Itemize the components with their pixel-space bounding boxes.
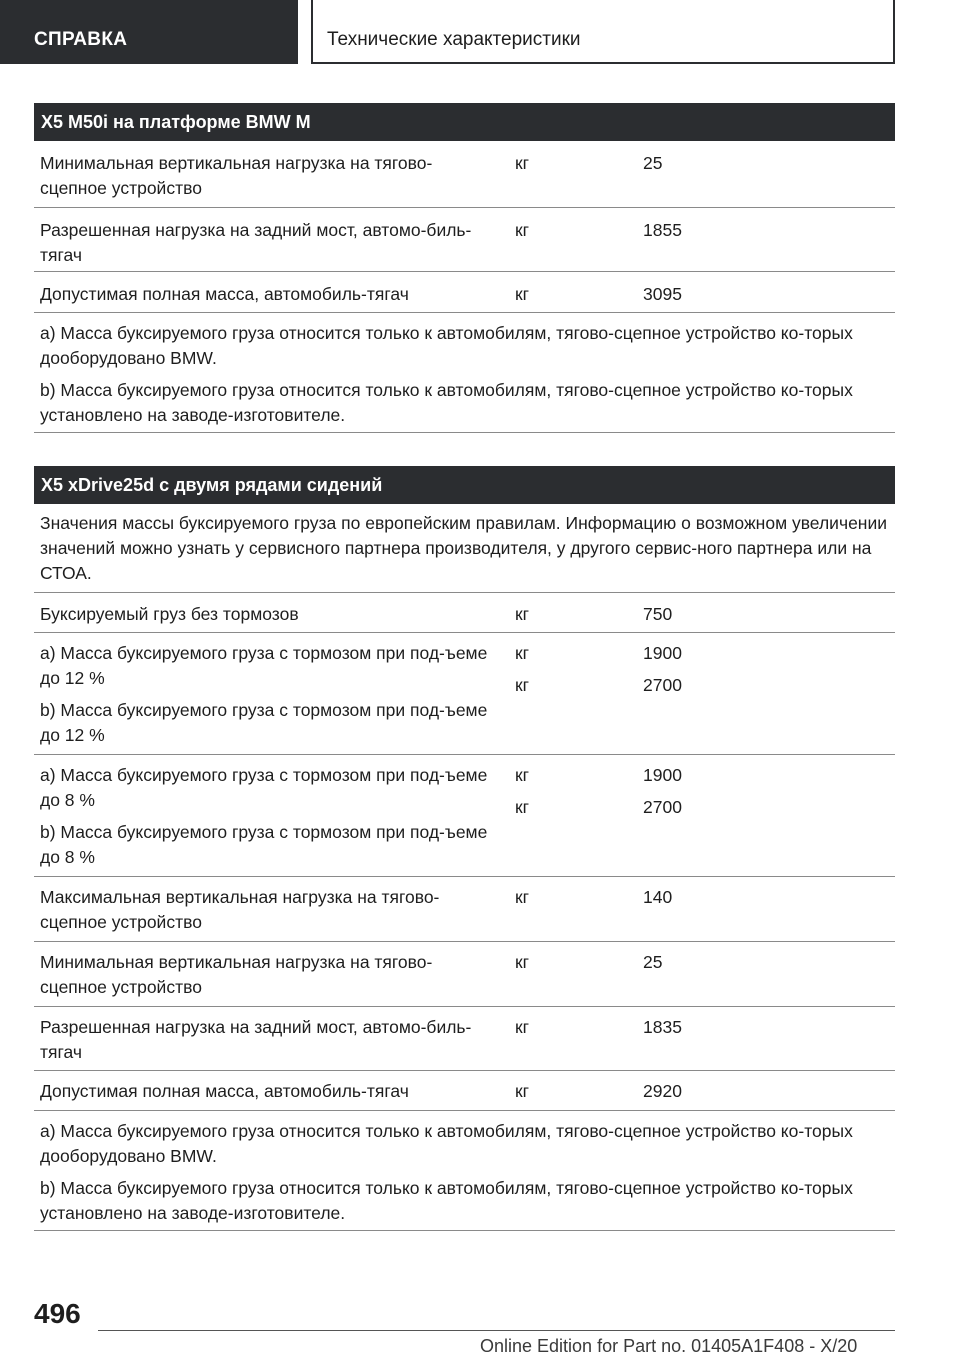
table-notes — [34, 313, 895, 433]
note-b: b) Масса буксируемого груза относится только к автомобилям, тягово-сцепное устройство ко-торых установлено на заводе-изготовителе. — [40, 380, 853, 425]
row-label: Разрешенная нагрузка на задний мост, автомо-биль-тягач — [40, 220, 472, 265]
row-label: Допустимая полная масса, автомобиль-тягач — [40, 1081, 409, 1101]
row-label: Допустимая полная масса, автомобиль-тягач — [40, 284, 409, 304]
row-unit: кг — [515, 952, 530, 972]
note-a: a) Масса буксируемого груза относится только к автомобилям, тягово-сцепное устройство ко-торых дооборудовано BMW. — [40, 1121, 853, 1166]
row-label: Минимальная вертикальная нагрузка на тягово-сцепное устройство — [40, 952, 433, 997]
row-value: 1835 — [643, 1017, 682, 1037]
row-value: 140 — [643, 887, 673, 907]
table-row — [34, 942, 895, 1007]
row-unit: кг — [515, 284, 530, 304]
row-label-a: a) Масса буксируемого груза с тормозом при под-ъеме до 8 % — [40, 765, 488, 810]
section-title-x5-xdrive25d: X5 xDrive25d с двумя рядами сидений — [34, 466, 895, 504]
footer-divider — [98, 1330, 895, 1331]
intro-text: Значения массы буксируемого груза по европейским правилам. Информацию о возможном увеличении значений можно узнать у сервисного партнера производителя, у другого сервис-ного партнера или на СТОА. — [40, 513, 888, 583]
row-label: Буксируемый груз без тормозов — [40, 604, 299, 624]
note-b: b) Масса буксируемого груза относится только к автомобилям, тягово-сцепное устройство ко-торых установлено на заводе-изготовителе. — [40, 1178, 853, 1223]
row-unit-b: кг — [515, 797, 530, 817]
row-value-b: 2700 — [643, 675, 682, 695]
section-title-x5-m50i: X5 M50i на платформе BMW M — [34, 103, 895, 141]
page-number: 496 — [34, 1298, 81, 1329]
row-value: 750 — [643, 604, 673, 624]
table-row — [34, 1071, 895, 1111]
table-notes — [34, 1111, 895, 1231]
row-label-a: a) Масса буксируемого груза с тормозом при под-ъеме до 12 % — [40, 643, 488, 688]
row-value-a: 1900 — [643, 765, 682, 785]
row-unit: кг — [515, 1017, 530, 1037]
row-label-b: b) Масса буксируемого груза с тормозом при под-ъеме до 12 % — [40, 700, 488, 745]
row-value: 3095 — [643, 284, 682, 304]
row-unit: кг — [515, 604, 530, 624]
row-unit-a: кг — [515, 765, 530, 785]
header-section-label: СПРАВКА — [0, 0, 298, 64]
header-page-title: Технические характеристики — [311, 0, 895, 64]
row-unit: кг — [515, 1081, 530, 1101]
row-label: Максимальная вертикальная нагрузка на тягово-сцепное устройство — [40, 887, 440, 932]
row-unit-a: кг — [515, 643, 530, 663]
row-label: Минимальная вертикальная нагрузка на тягово-сцепное устройство — [40, 153, 433, 198]
row-value: 25 — [643, 153, 663, 173]
table-row — [34, 877, 895, 942]
table-intro — [34, 504, 895, 593]
table-row — [34, 208, 895, 272]
row-value-b: 2700 — [643, 797, 682, 817]
row-value-a: 1900 — [643, 643, 682, 663]
row-label: Разрешенная нагрузка на задний мост, автомо-биль-тягач — [40, 1017, 472, 1062]
row-unit: кг — [515, 153, 530, 173]
row-value: 2920 — [643, 1081, 682, 1101]
note-a: a) Масса буксируемого груза относится только к автомобилям, тягово-сцепное устройство ко-торых дооборудовано BMW. — [40, 323, 853, 368]
row-value: 25 — [643, 952, 663, 972]
row-value: 1855 — [643, 220, 682, 240]
table-row — [34, 755, 895, 877]
row-unit: кг — [515, 220, 530, 240]
table-row — [34, 633, 895, 755]
table-row — [34, 141, 895, 208]
row-label-b: b) Масса буксируемого груза с тормозом при под-ъеме до 8 % — [40, 822, 488, 867]
table-row — [34, 272, 895, 313]
table-row — [34, 593, 895, 633]
table-row — [34, 1007, 895, 1071]
row-unit-b: кг — [515, 675, 530, 695]
row-unit: кг — [515, 887, 530, 907]
footer-edition: Online Edition for Part no. 01405A1F408 - X/20 — [480, 1336, 858, 1356]
